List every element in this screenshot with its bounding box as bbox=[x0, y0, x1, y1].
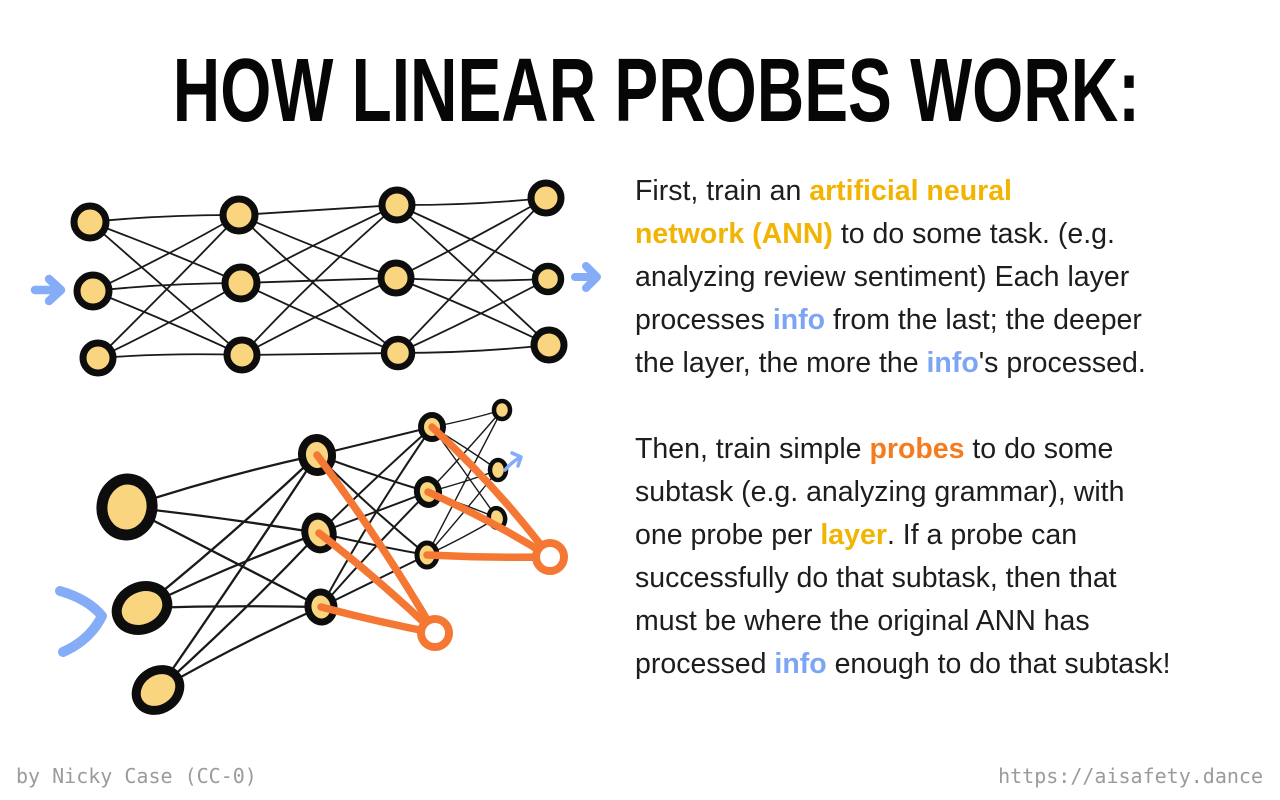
text-line bbox=[635, 600, 1215, 643]
ann-edge bbox=[98, 215, 239, 358]
text-segment: the layer, the more the bbox=[635, 347, 927, 379]
text-line bbox=[635, 256, 1215, 299]
text-line bbox=[635, 514, 1215, 557]
text-line bbox=[635, 213, 1215, 256]
text-segment: to do some task. (e.g. bbox=[832, 218, 1115, 250]
ann-node bbox=[535, 266, 561, 292]
text-line bbox=[635, 342, 1215, 385]
output-arrow-top-icon bbox=[575, 266, 597, 288]
ann-edge bbox=[396, 278, 548, 281]
text-segment: enough to do that subtask! bbox=[826, 648, 1171, 680]
ann-node bbox=[83, 343, 113, 373]
text-segment: . If a probe can bbox=[886, 519, 1078, 551]
ann-edge bbox=[158, 533, 319, 690]
highlighted-term: layer bbox=[820, 519, 887, 551]
paragraph-train-ann bbox=[635, 170, 1215, 385]
text-segment: one probe per bbox=[635, 519, 821, 551]
ann-node bbox=[531, 183, 561, 213]
probe-connection bbox=[428, 492, 550, 557]
credit-text: by Nicky Case (CC-0) bbox=[16, 764, 257, 788]
ann-node bbox=[384, 339, 412, 367]
ann-node bbox=[110, 578, 175, 638]
text-segment: processes bbox=[635, 304, 773, 336]
ann-edge bbox=[239, 205, 397, 215]
probe-output-arrow-icon bbox=[505, 453, 521, 470]
highlighted-term: artificial neural bbox=[809, 175, 1012, 207]
text-line bbox=[635, 299, 1215, 342]
text-segment: First, train an bbox=[635, 175, 810, 207]
ann-edge bbox=[90, 215, 239, 222]
ann-node bbox=[74, 206, 106, 238]
text-line bbox=[635, 643, 1215, 686]
ann-node bbox=[227, 340, 257, 370]
highlighted-term: info bbox=[772, 304, 826, 336]
input-arrow-top-icon bbox=[35, 279, 61, 301]
text-line bbox=[635, 428, 1215, 471]
website-url: https://aisafety.dance bbox=[998, 764, 1263, 788]
ann-edge bbox=[398, 345, 549, 353]
ann-edge bbox=[242, 353, 398, 355]
ann-edge bbox=[98, 354, 242, 358]
ann-node bbox=[382, 190, 412, 220]
text-segment: analyzing review sentiment) Each layer bbox=[635, 261, 1130, 293]
input-arrow-bottom-icon bbox=[60, 591, 102, 652]
text-segment: successfully do that subtask, then that bbox=[635, 562, 1117, 594]
ann-edge bbox=[398, 198, 546, 353]
ann-top-network bbox=[74, 183, 564, 373]
highlighted-term: network (ANN) bbox=[635, 218, 833, 250]
ann-edge bbox=[397, 198, 546, 205]
text-line bbox=[635, 471, 1215, 514]
ann-edge bbox=[241, 205, 397, 283]
highlighted-term: info bbox=[774, 648, 827, 680]
ann-node bbox=[534, 330, 564, 360]
probe-connection bbox=[427, 555, 550, 557]
ann-bottom-network-with-probes bbox=[98, 401, 564, 719]
ann-node bbox=[77, 275, 109, 307]
ann-edge bbox=[241, 278, 396, 283]
text-line bbox=[635, 557, 1215, 600]
ann-node bbox=[98, 476, 155, 538]
probe-node bbox=[536, 543, 564, 571]
ann-node bbox=[225, 267, 257, 299]
highlighted-term: info bbox=[926, 347, 979, 379]
text-segment: Then, train simple bbox=[635, 433, 870, 465]
text-segment: subtask (e.g. analyzing grammar), with bbox=[635, 476, 1125, 508]
ann-edge bbox=[93, 215, 239, 291]
ann-edge bbox=[398, 279, 548, 353]
ann-node bbox=[494, 401, 510, 419]
text-segment: from the last; the deeper bbox=[825, 304, 1142, 336]
text-segment: to do some bbox=[964, 433, 1114, 465]
text-segment: must be where the original ANN has bbox=[635, 605, 1090, 637]
highlighted-term: probes bbox=[869, 433, 965, 465]
ann-edge bbox=[397, 205, 548, 279]
text-line bbox=[635, 170, 1215, 213]
text-segment: processed bbox=[635, 648, 775, 680]
ann-edge bbox=[98, 283, 241, 358]
paragraph-train-probes bbox=[635, 428, 1215, 686]
probe-connection bbox=[432, 427, 550, 557]
ann-node bbox=[381, 263, 411, 293]
ann-edge bbox=[239, 215, 396, 278]
ann-edge bbox=[396, 278, 549, 345]
explanation-text bbox=[635, 170, 1215, 686]
ann-node bbox=[223, 199, 255, 231]
text-segment: 's processed. bbox=[978, 347, 1146, 379]
ann-edge bbox=[90, 222, 241, 283]
page-title: HOW LINEAR PROBES WORK: bbox=[172, 41, 1141, 141]
probe-node bbox=[421, 619, 449, 647]
